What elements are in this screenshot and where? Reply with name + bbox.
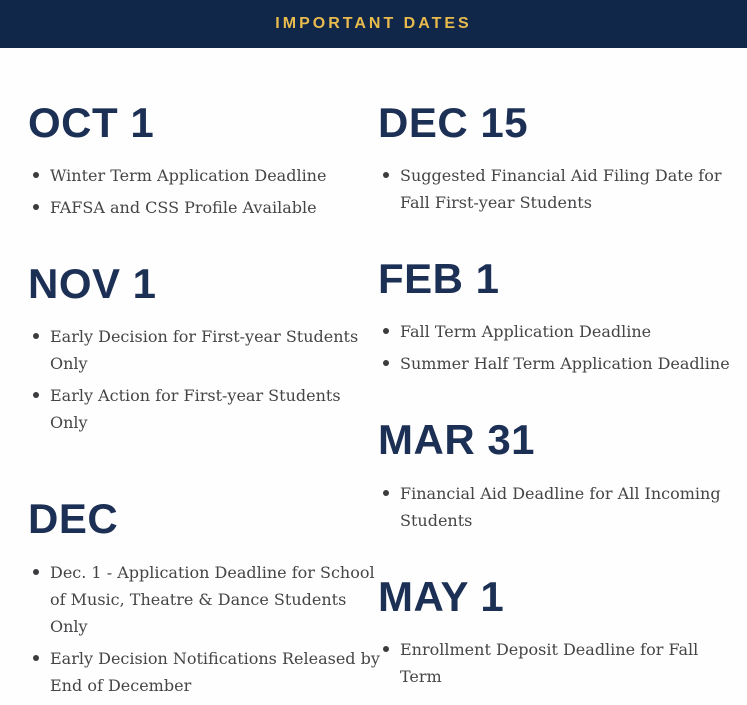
date-heading-oct-1: OCT 1 bbox=[28, 99, 155, 146]
date-item: Dec. 1 - Application Deadline for School of Music, Theatre & Dance Students Only bbox=[28, 559, 382, 640]
date-list-feb-1 bbox=[378, 318, 732, 377]
date-list-may-1 bbox=[378, 636, 732, 690]
date-item: Early Action for First-year Students Only bbox=[28, 382, 382, 436]
date-heading-dec-15: DEC 15 bbox=[378, 99, 529, 146]
date-item: Suggested Financial Aid Filing Date for Fall First-year Students bbox=[378, 162, 732, 216]
date-item: Enrollment Deposit Deadline for Fall Term bbox=[378, 636, 732, 690]
date-list-dec bbox=[28, 559, 382, 699]
date-item: Early Decision for First-year Students Only bbox=[28, 323, 382, 377]
block-dec bbox=[28, 496, 378, 698]
important-dates-section bbox=[0, 48, 747, 705]
date-item: Early Decision Notifications Released by End of December bbox=[28, 645, 382, 699]
date-item: FAFSA and CSS Profile Available bbox=[28, 194, 382, 221]
date-heading-nov-1: NOV 1 bbox=[28, 260, 157, 308]
date-list-mar-31 bbox=[378, 480, 732, 534]
date-item: Winter Term Application Deadline bbox=[28, 162, 382, 189]
date-item: Financial Aid Deadline for All Incoming Students bbox=[378, 480, 732, 534]
left-column bbox=[28, 100, 378, 705]
right-column bbox=[378, 100, 728, 705]
block-oct-1 bbox=[28, 100, 378, 221]
date-list-dec-15 bbox=[378, 162, 732, 216]
date-list-nov-1 bbox=[28, 323, 382, 436]
block-feb-1 bbox=[378, 256, 728, 377]
date-heading-dec: DEC bbox=[28, 495, 119, 543]
page-title: IMPORTANT DATES bbox=[275, 15, 472, 32]
date-heading-feb-1: FEB 1 bbox=[378, 255, 500, 303]
block-may-1 bbox=[378, 574, 728, 690]
header-bar bbox=[0, 0, 747, 48]
date-list-oct-1 bbox=[28, 162, 382, 221]
date-heading-may-1: MAY 1 bbox=[378, 572, 505, 620]
block-nov-1 bbox=[28, 261, 378, 436]
block-mar-31 bbox=[378, 417, 728, 533]
block-dec-15 bbox=[378, 100, 728, 216]
date-heading-mar-31: MAR 31 bbox=[378, 416, 536, 464]
date-item: Fall Term Application Deadline bbox=[378, 318, 732, 345]
date-item: Summer Half Term Application Deadline bbox=[378, 350, 732, 377]
